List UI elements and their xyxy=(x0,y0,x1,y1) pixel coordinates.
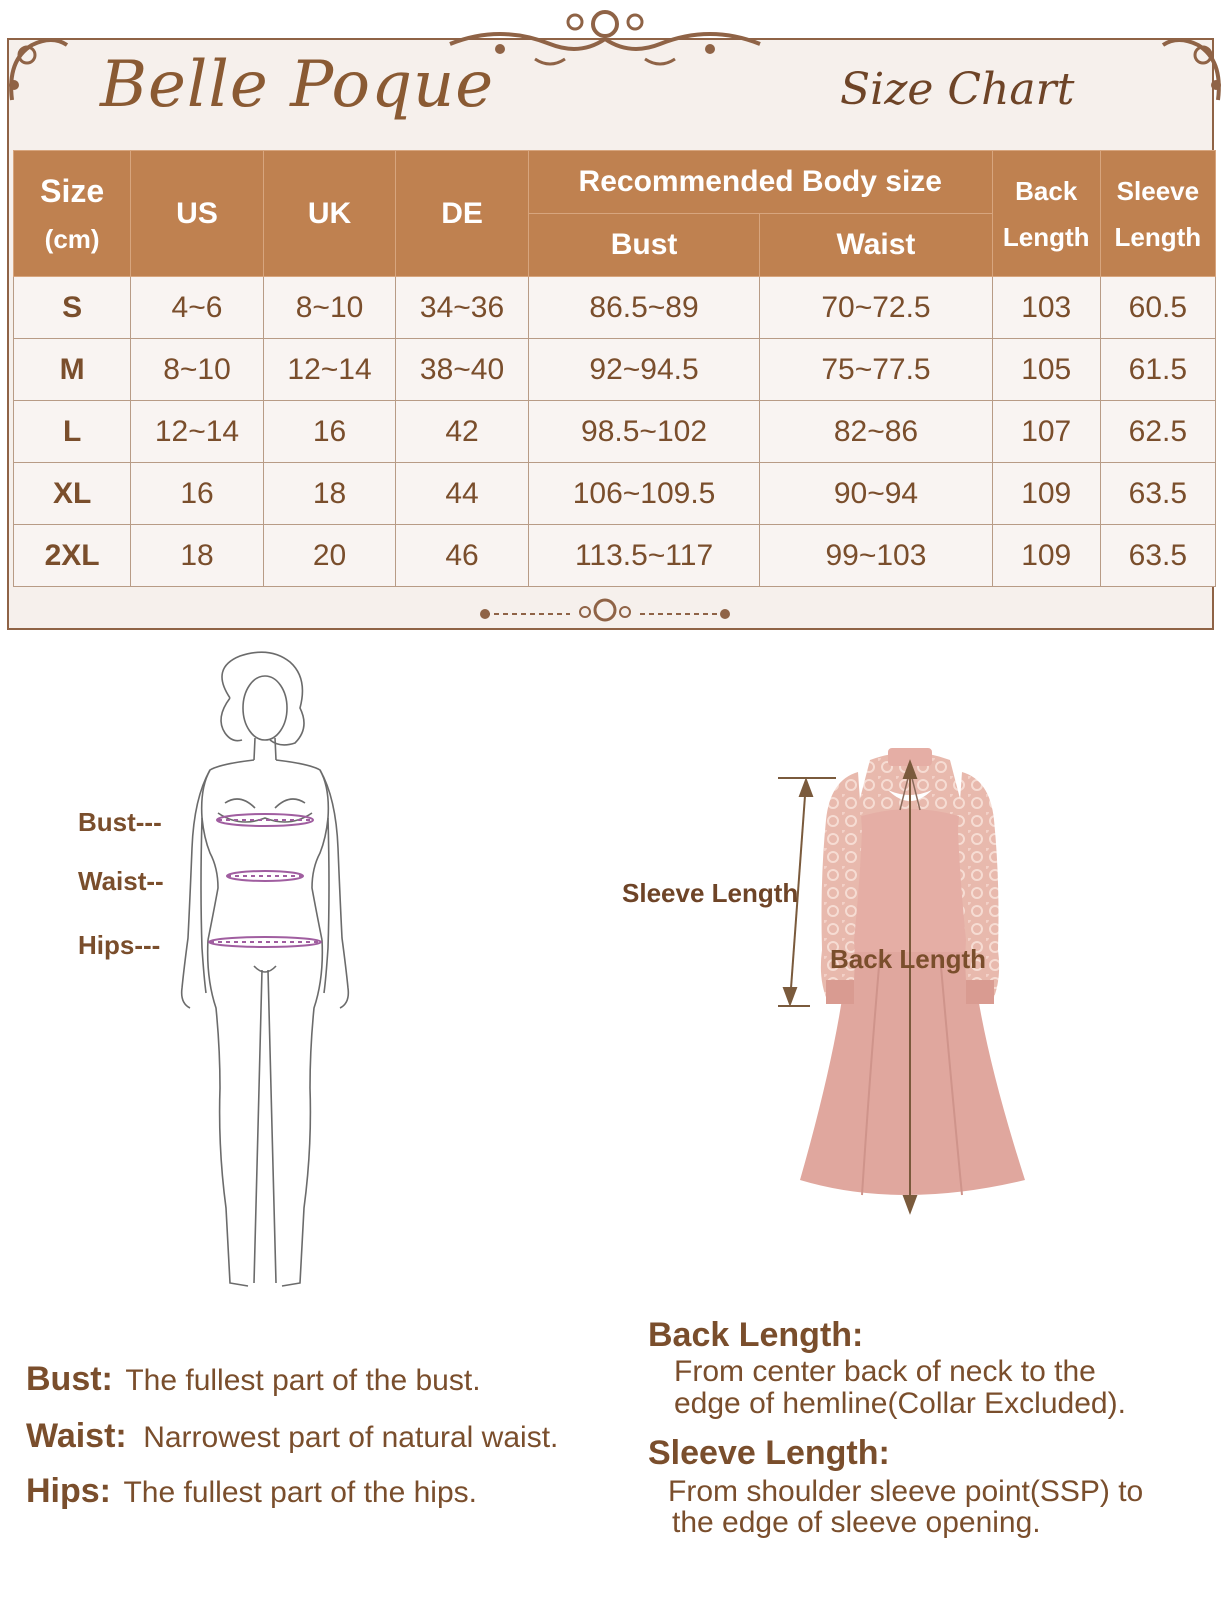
cell-us: 8~10 xyxy=(131,339,264,401)
cell-size: S xyxy=(14,277,131,339)
definition-waist: Waist: Narrowest part of natural waist. xyxy=(26,1417,559,1455)
corner-ornament-right-icon xyxy=(1158,30,1228,110)
cell-size: 2XL xyxy=(14,525,131,587)
figure-label-hips: Hips--- xyxy=(78,930,161,960)
cell-back-length: 109 xyxy=(992,525,1100,587)
cell-bust: 113.5~117 xyxy=(528,525,759,587)
corner-ornament-left-icon xyxy=(2,30,72,110)
definition-sleeve-length-line2: the edge of sleeve opening. xyxy=(672,1506,1041,1539)
cell-sleeve-length: 60.5 xyxy=(1100,277,1215,339)
header-de: DE xyxy=(396,151,529,277)
cell-sleeve-length: 61.5 xyxy=(1100,339,1215,401)
dress-label-sleeve-length: Sleeve Length xyxy=(622,878,799,908)
header-waist: Waist xyxy=(760,214,992,277)
cell-us: 12~14 xyxy=(131,401,264,463)
definition-hips: Hips: The fullest part of the hips. xyxy=(26,1472,477,1510)
dress-label-back-length: Back Length xyxy=(830,944,987,974)
cell-uk: 12~14 xyxy=(263,339,396,401)
cell-waist: 90~94 xyxy=(760,463,992,525)
cell-de: 34~36 xyxy=(396,277,529,339)
cell-de: 38~40 xyxy=(396,339,529,401)
cell-waist: 82~86 xyxy=(760,401,992,463)
cell-uk: 20 xyxy=(263,525,396,587)
cell-size: L xyxy=(14,401,131,463)
cell-back-length: 105 xyxy=(992,339,1100,401)
chart-title: Size Chart xyxy=(840,64,1075,115)
header-sleeve-length: Sleeve Length xyxy=(1100,151,1215,277)
cell-bust: 98.5~102 xyxy=(528,401,759,463)
cell-size: XL xyxy=(14,463,131,525)
cell-us: 4~6 xyxy=(131,277,264,339)
cell-waist: 70~72.5 xyxy=(760,277,992,339)
cell-uk: 18 xyxy=(263,463,396,525)
figure-label-waist: Waist-- xyxy=(78,866,164,896)
cell-bust: 86.5~89 xyxy=(528,277,759,339)
cell-de: 44 xyxy=(396,463,529,525)
body-figure-illustration xyxy=(170,648,360,1298)
cell-bust: 92~94.5 xyxy=(528,339,759,401)
figure-label-bust: Bust--- xyxy=(78,807,162,837)
cell-bust: 106~109.5 xyxy=(528,463,759,525)
dress-illustration xyxy=(770,740,1040,1220)
header-us: US xyxy=(131,151,264,277)
definition-back-length-term: Back Length: xyxy=(648,1316,864,1354)
cell-back-length: 109 xyxy=(992,463,1100,525)
header-size: Size (cm) xyxy=(14,151,131,277)
definition-sleeve-length-term: Sleeve Length: xyxy=(648,1434,890,1472)
table-row xyxy=(14,401,1216,463)
size-table xyxy=(13,150,1216,587)
definition-back-length-line1: From center back of neck to the xyxy=(674,1355,1096,1388)
cell-uk: 16 xyxy=(263,401,396,463)
cell-back-length: 107 xyxy=(992,401,1100,463)
cell-waist: 99~103 xyxy=(760,525,992,587)
header-bust: Bust xyxy=(528,214,759,277)
cell-sleeve-length: 63.5 xyxy=(1100,525,1215,587)
cell-back-length: 103 xyxy=(992,277,1100,339)
header-recommended: Recommended Body size xyxy=(528,151,992,214)
cell-sleeve-length: 63.5 xyxy=(1100,463,1215,525)
definition-back-length-line2: edge of hemline(Collar Excluded). xyxy=(674,1387,1126,1420)
header-uk: UK xyxy=(263,151,396,277)
cell-uk: 8~10 xyxy=(263,277,396,339)
cell-size: M xyxy=(14,339,131,401)
table-row xyxy=(14,525,1216,587)
cell-sleeve-length: 62.5 xyxy=(1100,401,1215,463)
cell-us: 18 xyxy=(131,525,264,587)
brand-logo: Belle Poque xyxy=(100,48,495,122)
header-back-length: Back Length xyxy=(992,151,1100,277)
definition-bust: Bust: The fullest part of the bust. xyxy=(26,1360,481,1398)
cell-de: 46 xyxy=(396,525,529,587)
cell-us: 16 xyxy=(131,463,264,525)
bottom-ornament-icon xyxy=(470,596,740,630)
table-row xyxy=(14,463,1216,525)
table-row xyxy=(14,277,1216,339)
table-row xyxy=(14,339,1216,401)
cell-waist: 75~77.5 xyxy=(760,339,992,401)
definition-sleeve-length-line1: From shoulder sleeve point(SSP) to xyxy=(668,1475,1144,1508)
cell-de: 42 xyxy=(396,401,529,463)
